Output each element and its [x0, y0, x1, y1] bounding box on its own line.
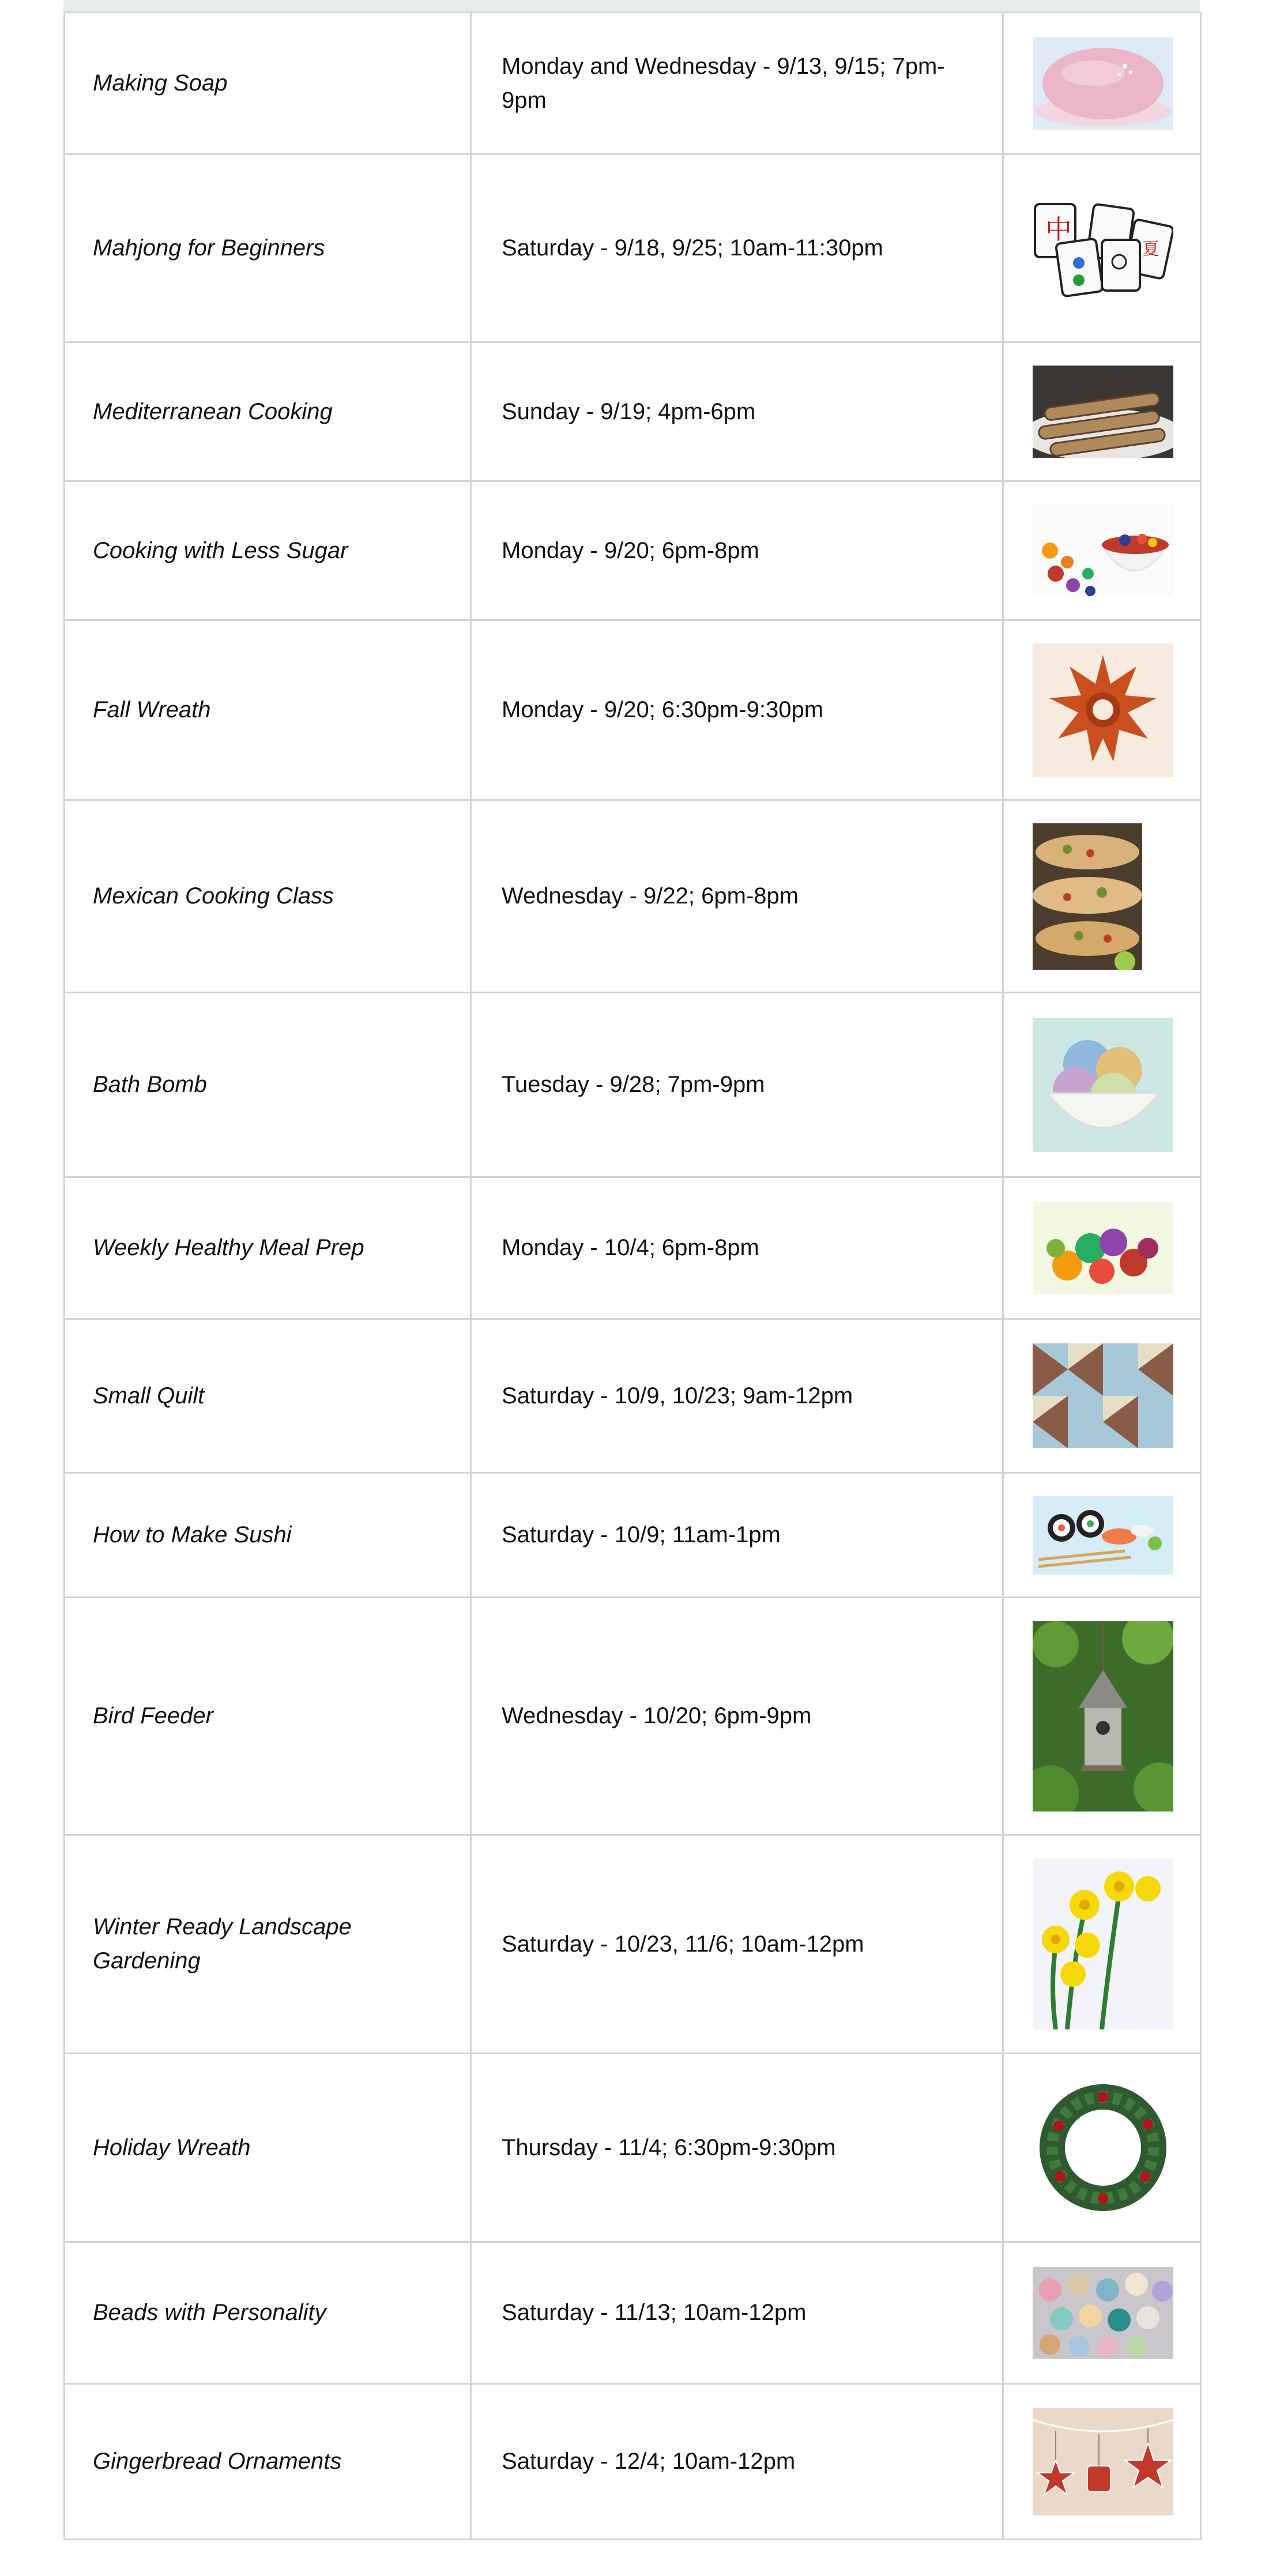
table-row — [65, 342, 1201, 481]
tacos-image — [1033, 823, 1142, 970]
quilt-image — [1033, 1343, 1173, 1448]
class-name: Making Soap — [65, 13, 471, 155]
class-name: Cooking with Less Sugar — [65, 481, 471, 620]
class-name: Mahjong for Beginners — [65, 155, 471, 342]
beads-image — [1033, 2267, 1173, 2359]
holiday-wreath-image — [1033, 2078, 1173, 2217]
table-row — [65, 2384, 1201, 2540]
table-row — [65, 13, 1201, 155]
table-row — [65, 481, 1201, 620]
class-name: Small Quilt — [65, 1319, 471, 1473]
table-row — [65, 620, 1201, 800]
fall-wreath-image — [1033, 643, 1173, 777]
class-schedule-table — [63, 12, 1202, 2540]
class-schedule: Monday - 10/4; 6pm-8pm — [471, 1177, 1003, 1319]
class-name: Mediterranean Cooking — [65, 342, 471, 481]
svg-text:夏: 夏 — [1142, 239, 1159, 259]
table-row — [65, 800, 1201, 993]
class-schedule: Sunday - 9/19; 4pm-6pm — [471, 342, 1003, 481]
table-row — [65, 993, 1201, 1177]
gingerbread-ornaments-image — [1033, 2408, 1173, 2515]
class-schedule: Saturday - 12/4; 10am-12pm — [471, 2384, 1003, 2540]
sushi-image — [1033, 1496, 1173, 1575]
svg-text:中: 中 — [1045, 213, 1072, 245]
bird-feeder-image — [1033, 1621, 1173, 1812]
class-name: Bird Feeder — [65, 1598, 471, 1835]
class-schedule: Saturday - 9/18, 9/25; 10am-11:30pm — [471, 155, 1003, 342]
class-name: Mexican Cooking Class — [65, 800, 471, 993]
class-schedule: Monday and Wednesday - 9/13, 9/15; 7pm-9pm — [471, 13, 1003, 155]
fruit-bowl-image — [1033, 504, 1173, 597]
class-name: Beads with Personality — [65, 2242, 471, 2384]
mediterranean-food-image — [1033, 366, 1173, 458]
class-schedule: Wednesday - 9/22; 6pm-8pm — [471, 800, 1003, 993]
table-row — [65, 1598, 1201, 1835]
class-name: Fall Wreath — [65, 620, 471, 800]
class-schedule: Monday - 9/20; 6:30pm-9:30pm — [471, 620, 1003, 800]
class-schedule: Saturday - 10/9; 11am-1pm — [471, 1473, 1003, 1598]
table-header-edge — [63, 0, 1200, 12]
soap-image — [1033, 37, 1173, 130]
class-schedule: Tuesday - 9/28; 7pm-9pm — [471, 993, 1003, 1177]
daffodils-image — [1033, 1859, 1173, 2029]
class-schedule: Monday - 9/20; 6pm-8pm — [471, 481, 1003, 620]
table-row — [65, 2242, 1201, 2384]
mahjong-tiles-image — [1033, 199, 1173, 297]
bath-bombs-image — [1033, 1018, 1173, 1152]
table-row — [65, 1177, 1201, 1319]
table-row — [65, 1835, 1201, 2054]
class-name: Weekly Healthy Meal Prep — [65, 1177, 471, 1319]
class-name: How to Make Sushi — [65, 1473, 471, 1598]
vegetables-image — [1033, 1202, 1173, 1294]
class-schedule: Saturday - 10/9, 10/23; 9am-12pm — [471, 1319, 1003, 1473]
class-schedule: Wednesday - 10/20; 6pm-9pm — [471, 1598, 1003, 1835]
class-schedule: Saturday - 10/23, 11/6; 10am-12pm — [471, 1835, 1003, 2054]
class-name: Bath Bomb — [65, 993, 471, 1177]
class-schedule: Thursday - 11/4; 6:30pm-9:30pm — [471, 2054, 1003, 2242]
class-name: Winter Ready Landscape Gardening — [65, 1835, 471, 2054]
table-row — [65, 1473, 1201, 1598]
table-row — [65, 2054, 1201, 2242]
class-name: Gingerbread Ornaments — [65, 2384, 471, 2540]
table-row — [65, 1319, 1201, 1473]
class-name: Holiday Wreath — [65, 2054, 471, 2242]
table-row — [65, 155, 1201, 342]
class-schedule: Saturday - 11/13; 10am-12pm — [471, 2242, 1003, 2384]
